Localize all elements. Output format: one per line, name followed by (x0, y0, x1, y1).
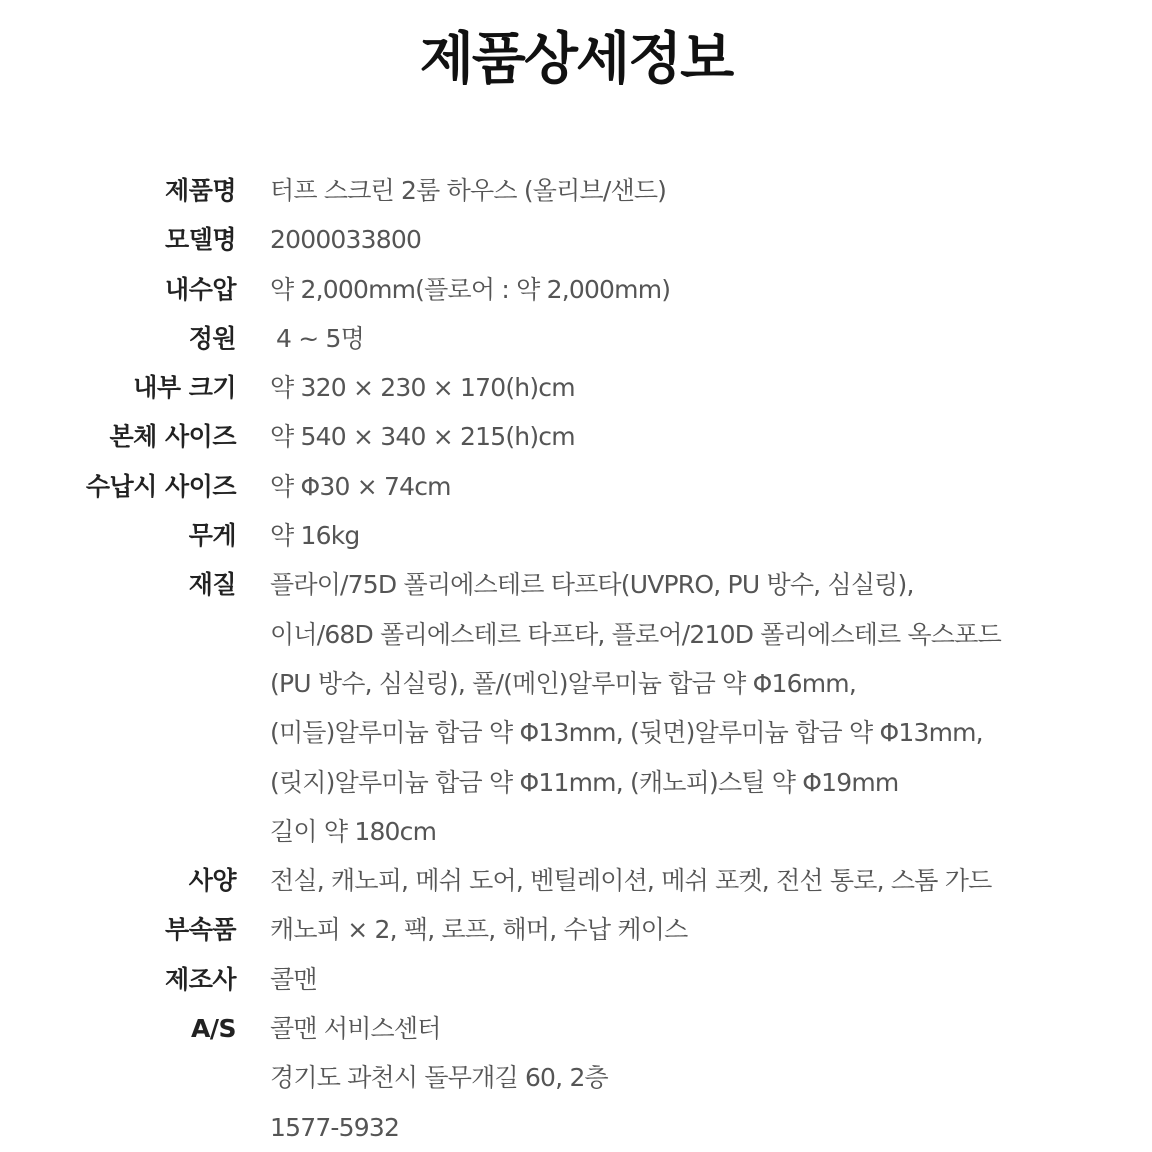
spec-label: 재질 (188, 570, 236, 600)
spec-row-features (0, 856, 1152, 905)
spec-value-line: 캐노피 × 2, 팩, 로프, 해머, 수납 케이스 (270, 915, 688, 945)
spec-row-after-service (0, 1004, 1152, 1152)
spec-value (270, 511, 1130, 560)
spec-value-line: 약 2,000mm(플로어 : 약 2,000mm) (270, 274, 671, 304)
spec-row-accessories (0, 905, 1152, 954)
spec-value-line: 터프 스크린 2룸 하우스 (올리브/샌드) (270, 176, 667, 205)
spec-value (270, 215, 1130, 264)
spec-value-line: 전실, 캐노피, 메쉬 도어, 벤틸레이션, 메쉬 포켓, 전선 통로, 스톰 가드 (270, 866, 992, 896)
spec-value-line: (PU 방수, 심실링), 폴/(메인)알루미늄 합금 약 Φ16mm, (270, 668, 856, 698)
spec-value (270, 955, 1130, 1004)
spec-value-line: 플라이/75D 폴리에스테르 타프타(UVPRO, PU 방수, 심실링), (270, 570, 914, 600)
spec-row-model-name (0, 215, 1152, 264)
spec-label: 모델명 (165, 225, 236, 255)
spec-value (270, 412, 1130, 461)
spec-label: 내수압 (165, 274, 236, 304)
spec-value-line: 길이 약 180cm (270, 816, 437, 846)
spec-table (0, 166, 1152, 1152)
spec-label: 제품명 (165, 176, 236, 205)
spec-value-line: 4 ~ 5명 (276, 323, 365, 353)
spec-value (270, 166, 1130, 215)
spec-value-line: 경기도 과천시 돌무개길 60, 2층 (270, 1063, 608, 1093)
spec-value-line: 약 Φ30 × 74cm (270, 471, 451, 501)
spec-row-manufacturer (0, 955, 1152, 1004)
spec-value (270, 856, 1130, 905)
spec-value-line: 콜맨 서비스센터 (270, 1014, 441, 1044)
spec-row-body-size (0, 412, 1152, 461)
spec-value-line: 콜맨 (270, 964, 317, 994)
spec-value-line: 약 540 × 340 × 215(h)cm (270, 422, 575, 452)
spec-value (270, 363, 1130, 412)
spec-label: 내부 크기 (133, 373, 236, 403)
spec-label: 본체 사이즈 (109, 422, 236, 452)
spec-label: 제조사 (165, 964, 236, 994)
spec-value-line: 이너/68D 폴리에스테르 타프타, 플로어/210D 폴리에스테르 옥스포드 (270, 619, 1001, 649)
spec-row-product-name (0, 166, 1152, 215)
spec-label: 사양 (188, 866, 236, 896)
spec-value (270, 265, 1130, 314)
spec-value-line: 2000033800 (270, 225, 422, 255)
spec-value (270, 314, 1130, 363)
spec-value-line: (미들)알루미늄 합금 약 Φ13mm, (뒷면)알루미늄 합금 약 Φ13mm, (270, 718, 983, 748)
spec-value-line: 약 320 × 230 × 170(h)cm (270, 373, 575, 403)
spec-row-inner-size (0, 363, 1152, 412)
spec-label: 무게 (188, 521, 236, 551)
spec-label: A/S (191, 1014, 236, 1044)
spec-label: 정원 (188, 323, 236, 353)
spec-value-line: 약 16kg (270, 521, 360, 551)
spec-label: 부속품 (165, 915, 236, 945)
spec-value-line: 1577-5932 (270, 1112, 400, 1142)
spec-value (270, 905, 1130, 954)
spec-row-water-pressure (0, 265, 1152, 314)
spec-value (270, 462, 1130, 511)
spec-value (270, 1004, 1130, 1152)
spec-row-storage-size (0, 462, 1152, 511)
spec-row-weight (0, 511, 1152, 560)
spec-row-capacity (0, 314, 1152, 363)
spec-label: 수납시 사이즈 (85, 471, 236, 501)
page-title: 제품상세정보 (419, 27, 733, 92)
spec-value-line: (릿지)알루미늄 합금 약 Φ11mm, (캐노피)스틸 약 Φ19mm (270, 767, 899, 797)
spec-row-material (0, 560, 1152, 856)
spec-value (270, 560, 1130, 856)
